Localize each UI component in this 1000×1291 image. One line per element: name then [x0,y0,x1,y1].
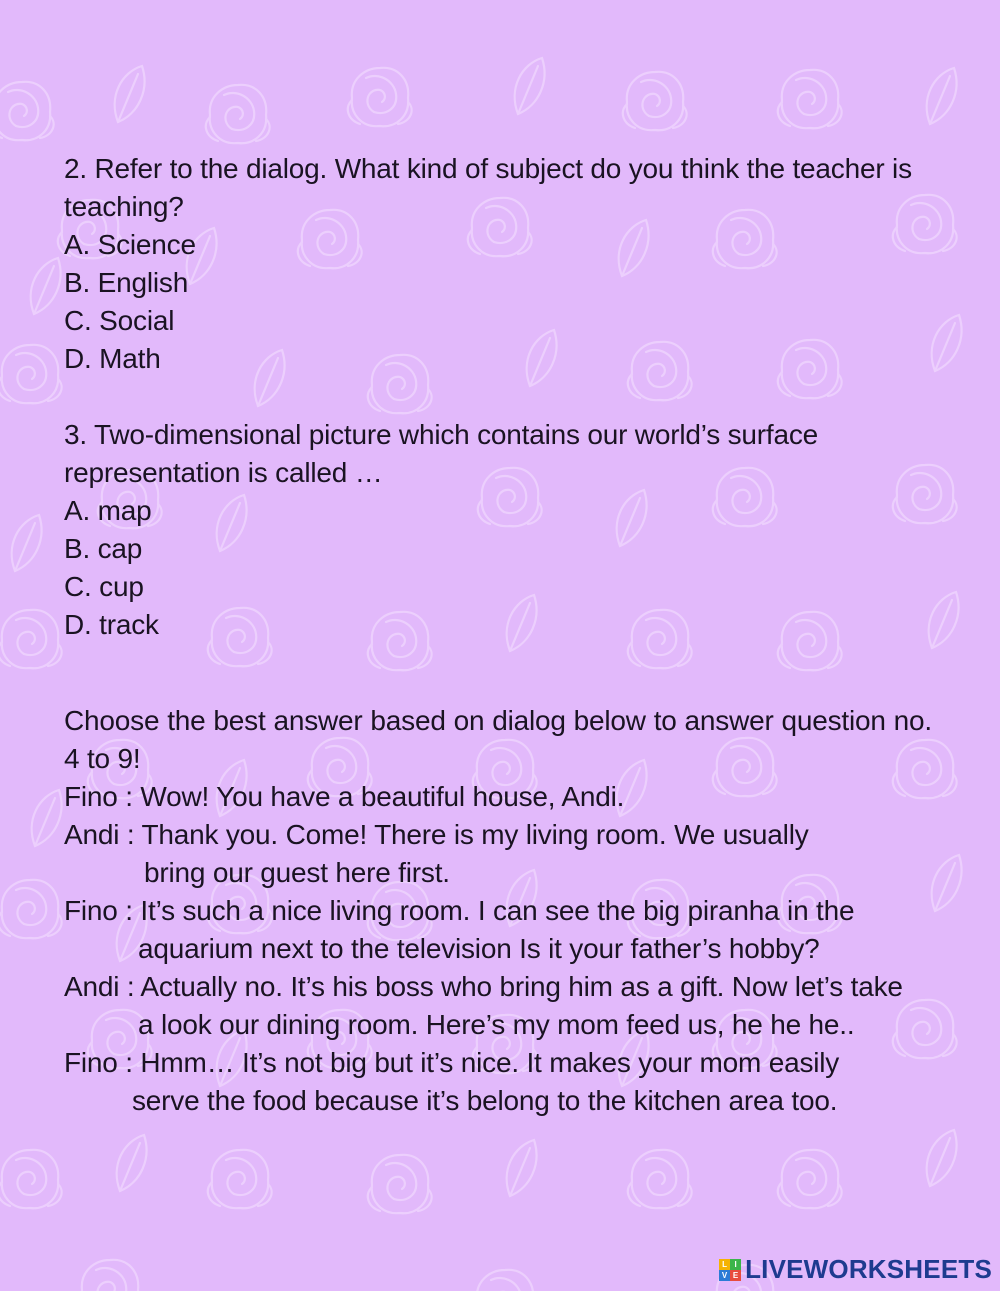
question-3-option-a: A. map [64,495,152,526]
question-2-option-a: A. Science [64,229,196,260]
dialog-line-2: Andi : Thank you. Come! There is my living room. We usually [64,819,809,850]
dialog-line-3-continuation: aquarium next to the television Is it your father’s hobby? [138,933,820,964]
dialog [64,778,932,1120]
dialog-line-5-continuation: serve the food because it’s belong to the kitchen area too. [132,1085,838,1116]
question-2-option-b: B. English [64,267,189,298]
logo-tile-l: L [719,1259,730,1270]
logo-tile-v: V [719,1270,730,1281]
dialog-line-4-continuation: a look our dining room. Here’s my mom feed us, he he he.. [138,1009,855,1040]
dialog-line-2-continuation: bring our guest here first. [144,857,450,888]
question-3 [64,416,932,644]
question-2-option-c: C. Social [64,305,175,336]
question-3-option-c: C. cup [64,571,144,602]
question-2-option-d: D. Math [64,343,161,374]
worksheet-content [64,150,932,1120]
question-2-text: 2. Refer to the dialog. What kind of subject do you think the teacher is teaching? [64,153,912,222]
logo-tile-e: E [730,1270,741,1281]
liveworksheets-brand [719,1254,992,1285]
dialog-line-4: Andi : Actually no. It’s his boss who bring him as a gift. Now let’s take [64,971,903,1002]
dialog-instruction: Choose the best answer based on dialog below to answer question no. 4 to 9! [64,705,932,774]
liveworksheets-wordmark: LIVEWORKSHEETS [745,1254,992,1284]
dialog-line-5: Fino : Hmm… It’s not big but it’s nice. It makes your mom easily [64,1047,840,1078]
question-3-text: 3. Two-dimensional picture which contains our world’s surface representation is called … [64,419,819,488]
question-3-option-d: D. track [64,609,159,640]
question-3-option-b: B. cap [64,533,143,564]
dialog-line-3: Fino : It’s such a nice living room. I can see the big piranha in the [64,895,855,926]
question-2 [64,150,932,378]
dialog-line-1: Fino : Wow! You have a beautiful house, Andi. [64,781,625,812]
logo-tile-i: I [730,1259,741,1270]
liveworksheets-logo-icon [719,1259,741,1281]
